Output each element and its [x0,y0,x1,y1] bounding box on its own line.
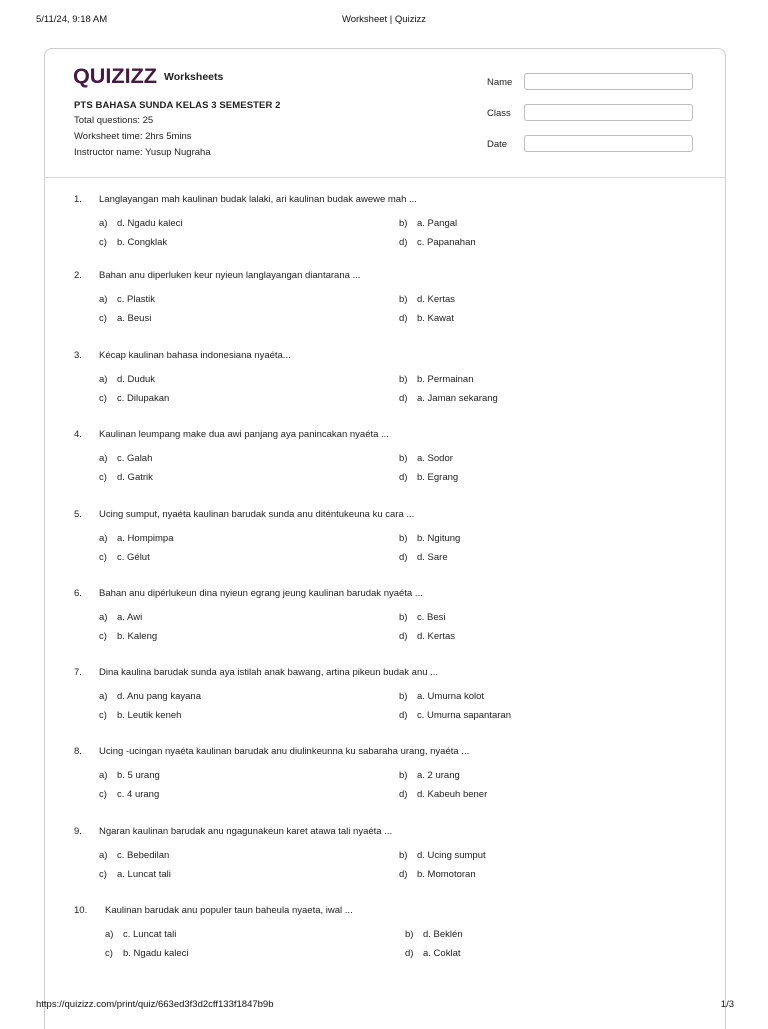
option-letter: a) [99,218,108,229]
answer-option[interactable] [99,612,142,623]
option-letter: b) [399,770,408,781]
option-text: d. Ngadu kaleci [117,218,183,229]
option-text: d. Sare [417,552,448,563]
option-letter: b) [399,850,408,861]
option-letter: a) [105,929,114,940]
question-text: Langlayangan mah kaulinan budak lalaki, ari kaulinan budak awewe mah ... [99,194,417,205]
quizizz-logo [73,64,159,88]
option-letter: c) [99,237,107,248]
option-text: d. Beklén [423,929,463,940]
logo-wordmark: QUIZIZZ [73,65,158,88]
option-text: a. Sodor [417,453,453,464]
answer-option[interactable] [399,869,476,880]
option-letter: c) [99,313,107,324]
option-text: b. Egrang [417,472,459,483]
option-text: c. Besi [417,612,446,623]
name-input[interactable] [524,73,693,90]
option-letter: c) [99,393,107,404]
option-text: a. Coklat [423,948,461,959]
answer-option[interactable] [99,850,169,861]
page-number: 1/3 [720,999,734,1010]
answer-option[interactable] [399,472,458,483]
option-letter: b) [399,691,408,702]
question-number: 3. [74,350,82,361]
option-letter: b) [399,218,408,229]
answer-option[interactable] [399,313,454,324]
option-letter: b) [399,374,408,385]
date-input[interactable] [524,135,693,152]
option-letter: b) [399,453,408,464]
option-text: b. Kawat [417,313,454,324]
option-letter: c) [105,948,113,959]
answer-option[interactable] [99,472,153,483]
option-text: a. 2 urang [417,770,460,781]
question-text: Ucing -ucingan nyaéta kaulinan barudak anu diulinkeunna ku sabaraha urang, nyaéta ... [99,746,470,757]
worksheet-header [45,49,725,178]
quizizz-logo-image [73,64,159,88]
option-text: d. Kertas [417,294,456,305]
question-3 [45,350,725,428]
question-number: 5. [74,509,82,520]
option-text: c. Dilupakan [117,393,170,404]
option-text: b. Kaleng [117,631,158,642]
worksheet-card [44,48,726,1029]
option-letter: d) [399,631,408,642]
option-letter: d) [399,393,408,404]
question-2 [45,270,725,348]
worksheet-time: Worksheet time: 2hrs 5mins [74,131,192,142]
class-input[interactable] [524,104,693,121]
option-text: a. Jaman sekarang [417,393,498,404]
option-text: d. Kabeuh bener [417,789,488,800]
answer-option[interactable] [99,770,160,781]
answer-option[interactable] [399,631,455,642]
question-1 [45,194,725,272]
option-text: b. Ngadu kaleci [123,948,189,959]
question-number: 2. [74,270,82,281]
option-letter: a) [99,691,108,702]
option-text: b. Permainan [417,374,474,385]
answer-option[interactable] [399,393,498,404]
option-letter: a) [99,533,108,544]
question-text: Kécap kaulinan bahasa indonesiana nyaéta... [99,350,291,361]
print-header [0,14,768,28]
question-text: Ngaran kaulinan barudak anu ngagunakeun karet atawa tali nyaéta ... [99,826,393,837]
answer-option[interactable] [99,294,155,305]
question-number: 7. [74,667,82,678]
class-label: Class [487,108,511,119]
option-text: c. Bebedilan [117,850,170,861]
answer-option[interactable] [99,374,155,385]
name-label: Name [487,77,513,88]
option-letter: a) [99,612,108,623]
option-letter: c) [99,869,107,880]
option-text: a. Pangal [417,218,458,229]
question-number: 4. [74,429,82,440]
question-9 [45,826,725,904]
answer-option[interactable] [105,929,176,940]
option-letter: d) [399,789,408,800]
option-letter: b) [399,533,408,544]
option-text: d. Ucing sumput [417,850,486,861]
print-datetime: 5/11/24, 9:18 AM [36,14,108,25]
answer-option[interactable] [99,533,174,544]
question-10 [45,905,725,983]
question-text: Bahan anu diperluken keur nyieun langlayangan diantarana ... [99,270,361,281]
option-text: c. Gélut [117,552,150,563]
answer-option[interactable] [99,789,159,800]
worksheets-label: Worksheets [164,71,224,83]
answer-option[interactable] [399,691,484,702]
option-text: d. Gatrik [117,472,153,483]
answer-option[interactable] [399,789,487,800]
option-text: b. Ngitung [417,533,461,544]
option-letter: a) [99,374,108,385]
option-text: a. Beusi [117,313,152,324]
option-letter: d) [399,869,408,880]
option-letter: c) [99,789,107,800]
option-letter: a) [99,770,108,781]
option-letter: d) [399,472,408,483]
option-letter: b) [399,294,408,305]
answer-option[interactable] [399,552,448,563]
option-letter: b) [405,929,414,940]
answer-option[interactable] [399,710,511,721]
question-6 [45,588,725,666]
question-number: 9. [74,826,82,837]
question-text: Dina kaulina barudak sunda aya istilah anak bawang, artina pikeun budak anu ... [99,667,439,678]
option-text: c. Umurna sapantaran [417,710,511,721]
question-number: 1. [74,194,82,205]
question-number: 8. [74,746,82,757]
answer-option[interactable] [99,631,157,642]
answer-option[interactable] [399,612,446,623]
question-4 [45,429,725,507]
answer-option[interactable] [99,237,167,248]
question-text: Kaulinan leumpang make dua awi panjang aya panincakan nyaéta ... [99,429,389,440]
answer-option[interactable] [399,374,474,385]
answer-option[interactable] [399,533,460,544]
option-letter: d) [399,710,408,721]
answer-option[interactable] [399,218,457,229]
option-text: d. Anu pang kayana [117,691,201,702]
answer-option[interactable] [405,929,463,940]
option-text: c. 4 urang [117,789,160,800]
answer-option[interactable] [99,218,182,229]
option-text: c. Galah [117,453,153,464]
option-text: b. Congklak [117,237,168,248]
question-8 [45,746,725,824]
option-text: b. 5 urang [117,770,160,781]
question-text: Kaulinan barudak anu populer taun baheula nyaeta, iwal ... [105,905,353,916]
option-letter: b) [399,612,408,623]
option-letter: a) [99,850,108,861]
answer-option[interactable] [99,313,151,324]
option-letter: d) [405,948,414,959]
total-questions: Total questions: 25 [74,115,154,126]
print-footer [0,999,768,1013]
option-text: a. Awi [117,612,143,623]
answer-option[interactable] [99,453,152,464]
question-5 [45,509,725,587]
print-url: https://quizizz.com/print/quiz/663ed3f3d2cff133f1847b9b [36,999,274,1010]
answer-option[interactable] [99,393,169,404]
question-text: Bahan anu dipérlukeun dina nyieun egrang jeung kaulinan barudak nyaéta ... [99,588,423,599]
question-text: Ucing sumput, nyaéta kaulinan barudak sunda anu diténtukeuna ku cara ... [99,509,415,520]
worksheet-title: PTS BAHASA SUNDA KELAS 3 SEMESTER 2 [74,100,281,111]
answer-option[interactable] [99,691,201,702]
answer-option[interactable] [399,237,476,248]
option-text: c. Papanahan [417,237,476,248]
option-text: d. Kertas [417,631,456,642]
option-text: a. Hompimpa [117,533,174,544]
answer-option[interactable] [405,948,461,959]
answer-option[interactable] [99,552,150,563]
option-letter: c) [99,710,107,721]
option-letter: c) [99,552,107,563]
option-letter: d) [399,237,408,248]
option-letter: d) [399,552,408,563]
print-page-title: Worksheet | Quizizz [341,14,427,25]
answer-option[interactable] [99,710,181,721]
option-text: a. Umurna kolot [417,691,485,702]
option-text: b. Momotoran [417,869,476,880]
answer-option[interactable] [399,294,455,305]
answer-option[interactable] [399,770,460,781]
option-letter: a) [99,453,108,464]
question-number: 6. [74,588,82,599]
option-text: a. Luncat tali [117,869,171,880]
option-text: b. Leutik keneh [117,710,182,721]
answer-option[interactable] [105,948,188,959]
option-letter: a) [99,294,108,305]
option-text: c. Plastik [117,294,156,305]
instructor-name: Instructor name: Yusup Nugraha [74,147,211,158]
option-text: c. Luncat tali [123,929,177,940]
answer-option[interactable] [99,869,171,880]
question-7 [45,667,725,745]
option-letter: c) [99,472,107,483]
option-letter: c) [99,631,107,642]
answer-option[interactable] [399,850,486,861]
answer-option[interactable] [399,453,453,464]
question-number: 10. [74,905,88,916]
date-label: Date [487,139,508,150]
option-text: d. Duduk [117,374,156,385]
option-letter: d) [399,313,408,324]
